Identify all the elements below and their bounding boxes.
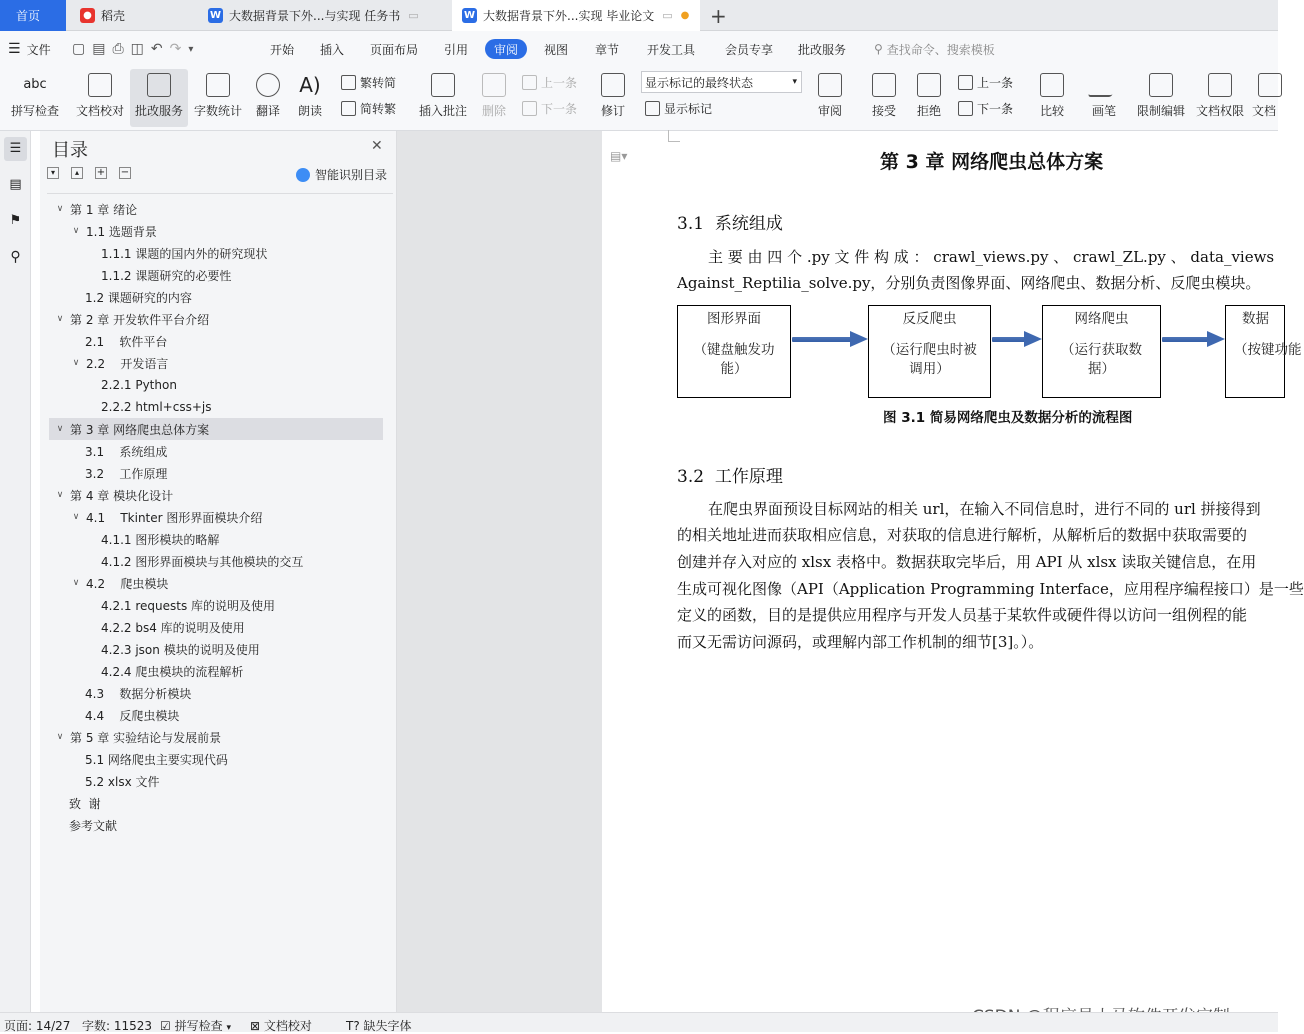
ribbon-review bbox=[0, 67, 1278, 131]
toc-item-label: 4.2 爬虫模块 bbox=[86, 576, 169, 591]
search-icon: ⚲ bbox=[874, 42, 883, 56]
chevron-down-icon: ∨ bbox=[56, 424, 64, 434]
paragraph-line: 主 要 由 四 个 .py 文 件 构 成 ： crawl_views.py 、 crawl_ZL.py 、 data_views bbox=[708, 248, 1275, 266]
toc-item-label: 第 2 章 开发软件平台介绍 bbox=[70, 312, 210, 327]
reject-icon bbox=[917, 73, 941, 97]
toc-item-label: 4.2.4 爬虫模块的流程解析 bbox=[101, 664, 244, 679]
flow-box-desc: （运行获取数据） bbox=[1061, 342, 1142, 377]
toc-item-label: 1.1 选题背景 bbox=[86, 224, 157, 239]
close-icon[interactable]: ✕ bbox=[371, 138, 383, 154]
flow-box bbox=[1225, 305, 1302, 398]
word-doc-icon: W bbox=[463, 10, 476, 21]
toc-item-label: 2.2.2 html+css+js bbox=[101, 400, 212, 414]
translate-button[interactable] bbox=[250, 69, 286, 127]
section-heading: 3.2 工作原理 bbox=[677, 467, 783, 487]
chevron-down-icon: ▾ bbox=[792, 77, 797, 87]
status-missing-font[interactable] bbox=[346, 1017, 412, 1034]
redo-icon[interactable]: ↷ bbox=[169, 41, 189, 57]
flow-box bbox=[868, 305, 991, 398]
toc-item-label: 1.2 课题研究的内容 bbox=[85, 290, 192, 305]
prev-comment-button[interactable] bbox=[522, 71, 577, 93]
toc-item-label: 致 谢 bbox=[69, 796, 101, 811]
toc-item[interactable] bbox=[85, 440, 167, 462]
toc-item-label: 4.3 数据分析模块 bbox=[85, 686, 192, 701]
translate-label: 翻译 bbox=[255, 104, 280, 118]
correction-icon bbox=[147, 73, 171, 97]
menu-view[interactable] bbox=[544, 31, 568, 67]
toc-item[interactable] bbox=[101, 550, 303, 572]
chevron-down-icon: ∨ bbox=[56, 204, 64, 214]
tab-task-doc-label: 大数据背景下外...与实现 任务书 bbox=[229, 9, 401, 23]
proofread-label: 文档校对 bbox=[75, 104, 124, 118]
toc-item-label: 4.1.2 图形界面模块与其他模块的交互 bbox=[101, 554, 304, 569]
chevron-down-icon: ▾ bbox=[226, 1023, 231, 1033]
status-bar bbox=[0, 1012, 1278, 1032]
plus-icon: + bbox=[710, 3, 727, 28]
display-mode-value: 显示标记的最终状态 bbox=[645, 75, 754, 90]
save-icon[interactable]: ▢ bbox=[72, 41, 93, 57]
toc-item-label: 2.2.1 Python bbox=[101, 378, 177, 392]
word-count-label: 字数统计 bbox=[193, 104, 242, 118]
page-menu-icon[interactable]: ▤▾ bbox=[610, 149, 628, 163]
toc-item[interactable] bbox=[54, 198, 137, 220]
toc-divider bbox=[47, 193, 393, 194]
toc-item[interactable] bbox=[101, 264, 231, 286]
restrict-editing-button[interactable] bbox=[1134, 69, 1188, 127]
toc-item-label: 第 5 章 实验结论与发展前景 bbox=[70, 730, 222, 745]
unsaved-dot-icon: ● bbox=[680, 10, 690, 21]
show-marks-icon bbox=[645, 101, 660, 116]
command-search[interactable] bbox=[874, 31, 995, 67]
status-missing-font-label: 缺失字体 bbox=[363, 1019, 412, 1033]
chevron-down-icon: ∨ bbox=[72, 578, 80, 588]
tab-thesis-doc[interactable] bbox=[452, 0, 700, 31]
toc-item-label: 1.1.1 课题的国内外的研究现状 bbox=[101, 246, 268, 261]
toc-pane-icon[interactable]: ☰ bbox=[4, 137, 27, 161]
figure-caption: 图 3.1 简易网络爬虫及数据分析的流程图 bbox=[883, 410, 1133, 426]
document-page[interactable] bbox=[602, 131, 1304, 1012]
toc-item-label: 3.2 工作原理 bbox=[85, 466, 168, 481]
new-tab-button[interactable] bbox=[704, 0, 734, 31]
flow-box-desc: （运行爬虫时被调用） bbox=[882, 342, 977, 377]
menu-review[interactable] bbox=[485, 39, 527, 59]
compare-icon bbox=[1040, 73, 1064, 97]
paragraph-line: 生成可视化图像（API（Application Programming Interface，应用程序编程接口）是一些 bbox=[677, 580, 1304, 598]
cloud-icon: ▭ bbox=[408, 9, 419, 22]
status-proofread[interactable] bbox=[250, 1017, 312, 1034]
toc-item[interactable] bbox=[70, 572, 168, 594]
pen-label: 画笔 bbox=[1091, 104, 1116, 118]
menu-start-label: 开始 bbox=[270, 42, 295, 57]
next-comment-label: 下一条 bbox=[541, 101, 578, 116]
track-changes-icon bbox=[601, 73, 625, 97]
menu-row bbox=[0, 31, 1278, 67]
reject-button[interactable] bbox=[911, 69, 947, 127]
toc-item-label: 5.1 网络爬虫主要实现代码 bbox=[85, 752, 228, 767]
collapse-all-icon[interactable]: ▾ bbox=[47, 167, 59, 179]
status-proofread-label: 文档校对 bbox=[263, 1019, 312, 1033]
tab-bar bbox=[0, 0, 1278, 31]
toc-item[interactable] bbox=[54, 484, 173, 506]
toc-item[interactable] bbox=[85, 682, 191, 704]
toc-item-label: 4.2.1 requests 库的说明及使用 bbox=[101, 598, 276, 613]
next-icon bbox=[522, 101, 537, 116]
flow-box-desc: （键盘触发功能） bbox=[693, 342, 775, 377]
menu-layout-label: 页面布局 bbox=[370, 42, 419, 57]
toc-item[interactable] bbox=[85, 330, 167, 352]
tab-thesis-doc-label: 大数据背景下外...实现 毕业论文 bbox=[483, 9, 655, 23]
proofread-icon: ⊠ bbox=[250, 1019, 261, 1033]
toc-item[interactable] bbox=[69, 814, 117, 836]
toc-item[interactable] bbox=[101, 528, 219, 550]
doc-icon bbox=[1258, 73, 1282, 97]
chevron-down-icon: ∨ bbox=[72, 512, 80, 522]
remove-item-icon[interactable]: − bbox=[120, 167, 130, 178]
next-comment-button[interactable] bbox=[522, 97, 577, 119]
hamburger-icon: ☰ bbox=[8, 41, 21, 57]
menu-insert[interactable] bbox=[320, 31, 344, 67]
chevron-down-icon: ∨ bbox=[56, 732, 64, 742]
flow-box bbox=[677, 305, 791, 398]
toc-item-label: 第 4 章 模块化设计 bbox=[70, 488, 174, 503]
next-change-icon bbox=[958, 101, 973, 116]
toc-item[interactable] bbox=[101, 242, 267, 264]
proofread-icon bbox=[88, 73, 112, 97]
smart-toc-button[interactable] bbox=[296, 166, 387, 183]
flow-box-title: 数据 bbox=[1242, 311, 1269, 327]
font-warning-icon: T? bbox=[346, 1019, 360, 1033]
compare-button[interactable] bbox=[1034, 69, 1070, 127]
spell-check-label: 拼写检查 bbox=[10, 104, 59, 118]
menu-devtools[interactable] bbox=[647, 31, 695, 67]
proofread-button[interactable] bbox=[74, 69, 126, 127]
doc-permission-button[interactable] bbox=[1194, 69, 1246, 127]
accept-label: 接受 bbox=[871, 104, 896, 118]
spell-check-button[interactable] bbox=[6, 69, 64, 127]
menu-review-label: 审阅 bbox=[494, 42, 519, 57]
prev-change-label: 上一条 bbox=[977, 75, 1014, 90]
simplified-to-traditional-button[interactable] bbox=[341, 97, 396, 119]
menu-references[interactable] bbox=[444, 31, 468, 67]
menu-correction-label: 批改服务 bbox=[798, 42, 847, 57]
toc-item-label: 4.2.3 json 模块的说明及使用 bbox=[101, 642, 260, 657]
menu-vip[interactable] bbox=[725, 31, 773, 67]
word-doc-icon: W bbox=[209, 10, 222, 21]
toc-item[interactable] bbox=[101, 660, 243, 682]
accept-button[interactable] bbox=[866, 69, 902, 127]
toc-item-label: 2.2 开发语言 bbox=[86, 356, 169, 371]
page-indicator[interactable]: 页面: 14/27 bbox=[4, 1019, 71, 1033]
toc-item-label: 参考文献 bbox=[69, 818, 118, 833]
flow-box-title: 图形界面 bbox=[707, 311, 761, 327]
insert-comment-button[interactable] bbox=[416, 69, 470, 127]
tab-home[interactable] bbox=[0, 0, 66, 31]
flow-arrow-icon bbox=[1162, 334, 1225, 344]
show-marks-label: 显示标记 bbox=[664, 101, 713, 116]
toc-item-label: 2.1 软件平台 bbox=[85, 334, 168, 349]
toc-item-label: 1.1.2 课题研究的必要性 bbox=[101, 268, 232, 283]
pen-icon bbox=[1088, 73, 1121, 97]
add-item-icon[interactable]: + bbox=[96, 167, 106, 178]
chevron-down-icon: ∨ bbox=[56, 314, 64, 324]
toc-item[interactable] bbox=[101, 594, 275, 616]
review-pane-label: 审阅 bbox=[817, 104, 842, 118]
toc-item-selected[interactable] bbox=[49, 418, 383, 440]
toc-item-label: 3.1 系统组成 bbox=[85, 444, 168, 459]
menu-start[interactable] bbox=[270, 31, 294, 67]
read-aloud-button[interactable] bbox=[294, 69, 326, 127]
next-change-label: 下一条 bbox=[977, 101, 1014, 116]
prev-change-button[interactable] bbox=[958, 71, 1013, 93]
page-corner-mark bbox=[668, 130, 680, 142]
toc-item[interactable] bbox=[85, 748, 228, 770]
menu-view-label: 视图 bbox=[544, 42, 569, 57]
chevron-down-icon: ∨ bbox=[72, 358, 80, 368]
menu-insert-label: 插入 bbox=[320, 42, 345, 57]
chevron-down-icon: ∨ bbox=[72, 226, 80, 236]
chapter-title: 第 3 章 网络爬虫总体方案 bbox=[880, 151, 1104, 173]
toc-tools bbox=[47, 167, 131, 179]
paragraph-line: 创建并存入对应的 xlsx 表格中。数据获取完毕后，用 API 从 xlsx 读取关键信息，在用 bbox=[677, 553, 1257, 571]
toc-item-label: 5.2 xlsx 文件 bbox=[85, 774, 160, 789]
status-spell-check[interactable] bbox=[160, 1017, 231, 1034]
comment-icon bbox=[431, 73, 455, 97]
status-spell-label: 拼写检查 bbox=[174, 1019, 223, 1033]
toc-item[interactable] bbox=[101, 616, 245, 638]
paragraph-line: 在爬虫界面预设目标网站的相关 url，在输入不同信息时，进行不同的 url 拼接得到 bbox=[708, 500, 1261, 518]
checkbox-icon: ☑ bbox=[160, 1019, 171, 1033]
export-pdf-icon[interactable]: ▤ bbox=[92, 41, 113, 57]
word-count-button[interactable] bbox=[192, 69, 244, 127]
toc-item[interactable] bbox=[101, 374, 177, 396]
translate-icon bbox=[256, 73, 280, 97]
toc-item-label: 4.1.1 图形模块的略解 bbox=[101, 532, 220, 547]
toc-item-label: 4.1 Tkinter 图形界面模块介绍 bbox=[86, 510, 263, 525]
t2s-label: 繁转简 bbox=[360, 75, 397, 90]
paragraph-line: 定义的函数，目的是提供应用程序与开发人员基于某软件或硬件得以访问一组例程的能 bbox=[677, 606, 1248, 624]
toc-item-label: 4.4 反爬虫模块 bbox=[85, 708, 180, 723]
lock-icon bbox=[1149, 73, 1173, 97]
toc-item[interactable] bbox=[70, 506, 262, 528]
convert-icon bbox=[341, 101, 356, 116]
delete-comment-label: 删除 bbox=[481, 104, 506, 118]
search-icon[interactable]: ⚲ bbox=[10, 249, 21, 265]
file-menu[interactable] bbox=[8, 31, 51, 67]
chevron-down-icon[interactable]: ▾ bbox=[188, 43, 201, 55]
compare-label: 比较 bbox=[1039, 104, 1064, 118]
prev-comment-label: 上一条 bbox=[541, 75, 578, 90]
toc-item[interactable] bbox=[85, 704, 179, 726]
permission-icon bbox=[1208, 73, 1232, 97]
menu-vip-label: 会员专享 bbox=[725, 42, 774, 57]
tab-home-label: 首页 bbox=[16, 9, 41, 23]
review-pane-button[interactable] bbox=[812, 69, 848, 127]
tab-docer[interactable] bbox=[70, 0, 194, 31]
menu-devtools-label: 开发工具 bbox=[647, 42, 696, 57]
smart-robot-icon bbox=[296, 168, 310, 182]
flow-arrow-icon bbox=[792, 334, 868, 344]
bookmark-icon[interactable]: ⚑ bbox=[9, 213, 22, 228]
insert-comment-label: 插入批注 bbox=[418, 104, 467, 118]
next-change-button[interactable] bbox=[958, 97, 1013, 119]
paragraph-line: Against_Reptilia_solve.py，分别负责图像界面、网络爬虫、数据分析、反爬虫模块。 bbox=[677, 274, 1261, 292]
more-doc-button[interactable] bbox=[1252, 69, 1278, 127]
accept-icon bbox=[872, 73, 896, 97]
delete-comment-button[interactable] bbox=[476, 69, 512, 127]
paragraph-line: 而又无需访问源码，或理解内部工作机制的细节[3]。）。 bbox=[677, 633, 1044, 651]
menu-chapter-label: 章节 bbox=[595, 42, 620, 57]
toc-item[interactable] bbox=[85, 770, 160, 792]
undo-icon[interactable]: ↶ bbox=[150, 41, 170, 57]
section-heading: 3.1 系统组成 bbox=[677, 214, 783, 234]
command-search-placeholder: 查找命令、搜索模板 bbox=[886, 42, 995, 57]
toc-item[interactable] bbox=[101, 638, 260, 660]
flow-box-desc: （按键功能 bbox=[1234, 342, 1302, 358]
show-marks-button[interactable] bbox=[645, 97, 712, 119]
correction-service-label: 批改服务 bbox=[134, 104, 183, 118]
docer-icon: ● bbox=[80, 8, 95, 23]
toc-item-label: 第 1 章 绪论 bbox=[70, 202, 138, 217]
chevron-down-icon: ∨ bbox=[56, 490, 64, 500]
reject-label: 拒绝 bbox=[916, 104, 941, 118]
print-preview-icon[interactable]: ◫ bbox=[130, 41, 151, 57]
word-count-indicator[interactable]: 字数: 11523 bbox=[82, 1019, 153, 1033]
toc-item[interactable] bbox=[54, 308, 209, 330]
toc-item-label: 4.2.2 bs4 库的说明及使用 bbox=[101, 620, 245, 635]
flow-box-title: 网络爬虫 bbox=[1074, 311, 1129, 327]
print-icon[interactable]: ⎙ bbox=[112, 41, 131, 57]
more-doc-label: 文档 bbox=[1252, 104, 1277, 118]
flow-box bbox=[1042, 305, 1161, 398]
doc-permission-label: 文档权限 bbox=[1195, 104, 1244, 118]
menu-correction[interactable] bbox=[798, 31, 846, 67]
left-nav-strip bbox=[0, 131, 31, 1012]
tab-task-doc[interactable] bbox=[198, 0, 446, 31]
track-changes-label: 修订 bbox=[600, 104, 625, 118]
flow-arrow-icon bbox=[992, 334, 1042, 344]
flow-box-title: 反反爬虫 bbox=[902, 311, 957, 327]
toc-item[interactable] bbox=[69, 792, 101, 814]
review-pane-icon bbox=[818, 73, 842, 97]
quick-toolbar bbox=[72, 31, 200, 67]
menu-layout[interactable] bbox=[370, 31, 418, 67]
toc-item-label: 第 3 章 网络爬虫总体方案 bbox=[70, 422, 210, 437]
toc-item[interactable] bbox=[101, 396, 211, 418]
toc-panel bbox=[40, 131, 397, 1012]
read-aloud-icon: A) bbox=[299, 73, 321, 97]
track-changes-button[interactable] bbox=[596, 69, 630, 127]
toc-title: 目录 bbox=[52, 140, 88, 161]
traditional-to-simplified-button[interactable] bbox=[341, 71, 396, 93]
convert-icon bbox=[341, 75, 356, 90]
file-menu-label: 文件 bbox=[26, 42, 51, 57]
delete-comment-icon bbox=[482, 73, 506, 97]
menu-chapter[interactable] bbox=[595, 31, 619, 67]
read-aloud-label: 朗读 bbox=[297, 104, 322, 118]
menu-references-label: 引用 bbox=[444, 42, 469, 57]
toc-item[interactable] bbox=[70, 352, 168, 374]
display-mode-select[interactable] bbox=[641, 71, 802, 93]
s2t-label: 简转繁 bbox=[360, 101, 397, 116]
word-count-icon bbox=[206, 73, 230, 97]
toc-item[interactable] bbox=[70, 220, 157, 242]
correction-service-button[interactable] bbox=[130, 69, 188, 127]
tab-docer-label: 稻壳 bbox=[101, 9, 126, 23]
toc-item[interactable] bbox=[85, 462, 167, 484]
pen-button[interactable] bbox=[1088, 69, 1120, 127]
move-up-icon[interactable]: ▴ bbox=[71, 167, 83, 179]
paragraph-line: 的相关地址进而获取相应信息，对获取的信息进行解析，从解析后的数据中获取需要的 bbox=[677, 526, 1248, 544]
restrict-editing-label: 限制编辑 bbox=[1136, 104, 1185, 118]
spell-check-icon: abc bbox=[23, 77, 47, 92]
chapter-nav-icon[interactable]: ▤ bbox=[9, 177, 22, 192]
toc-item[interactable] bbox=[54, 726, 221, 748]
smart-toc-label: 智能识别目录 bbox=[315, 168, 388, 182]
prev-icon bbox=[522, 75, 537, 90]
prev-change-icon bbox=[958, 75, 973, 90]
cloud-icon: ▭ bbox=[662, 9, 673, 22]
toc-item[interactable] bbox=[85, 286, 192, 308]
